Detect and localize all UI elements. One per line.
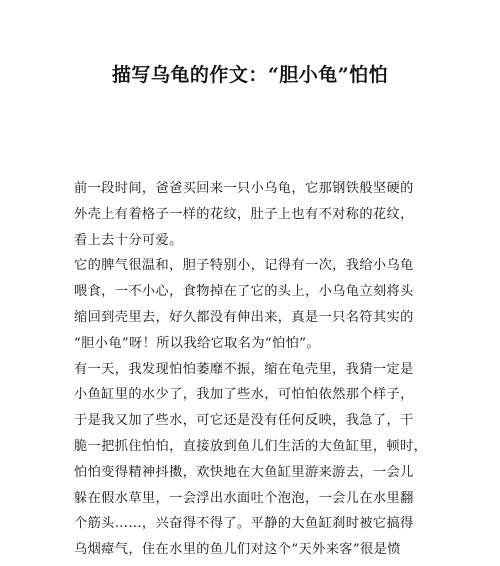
body-line: 于是我又加了些水，可它还是没有任何反映，我急了，干	[74, 413, 414, 429]
body-line: 外壳上有着格子一样的花纹，肚子上也有不对称的花纹，	[74, 206, 414, 222]
body-line: 乌烟瘴气，住在水里的鱼儿们对这个“天外来客”很是愤	[74, 542, 401, 558]
body-line: 躲在假水草里，一会浮出水面吐个泡泡，一会儿在水里翻	[74, 490, 414, 506]
body-line: 有一天，我发现怕怕萎靡不振，缩在龟壳里，我猜一定是	[74, 361, 414, 377]
body-line: 缩回到壳里去，好久都没有伸出来，真是一只名符其实的	[74, 309, 414, 325]
body-line: 小鱼缸里的水少了，我加了些水，可怕怕依然那个样子，	[74, 387, 414, 403]
body-line: 个筋头……，兴奋得不得了。平静的大鱼缸刹时被它搞得	[74, 516, 414, 532]
body-line: 看上去十分可爱。	[74, 232, 183, 248]
body-line: 怕怕变得精神抖擞，欢快地在大鱼缸里游来游去，一会儿	[74, 464, 414, 480]
body-line: 脆一把抓住怕怕，直接放到鱼儿们生活的大鱼缸里，顿时，	[74, 438, 428, 454]
body-line: “胆小龟”呀！所以我给它取名为“怕怕”。	[74, 335, 320, 351]
body-line: 它的脾气很温和，胆子特别小，记得有一次，我给小乌龟	[74, 258, 414, 274]
body-line: 喂食，一不小心，食物掉在了它的头上，小乌龟立刻将头	[74, 284, 414, 300]
document-title: 描写乌龟的作文：“胆小龟”怕怕	[111, 64, 389, 86]
document-body	[74, 176, 434, 563]
body-line: 前一段时间，爸爸买回来一只小乌龟，它那钢铁般坚硬的	[74, 181, 414, 196]
